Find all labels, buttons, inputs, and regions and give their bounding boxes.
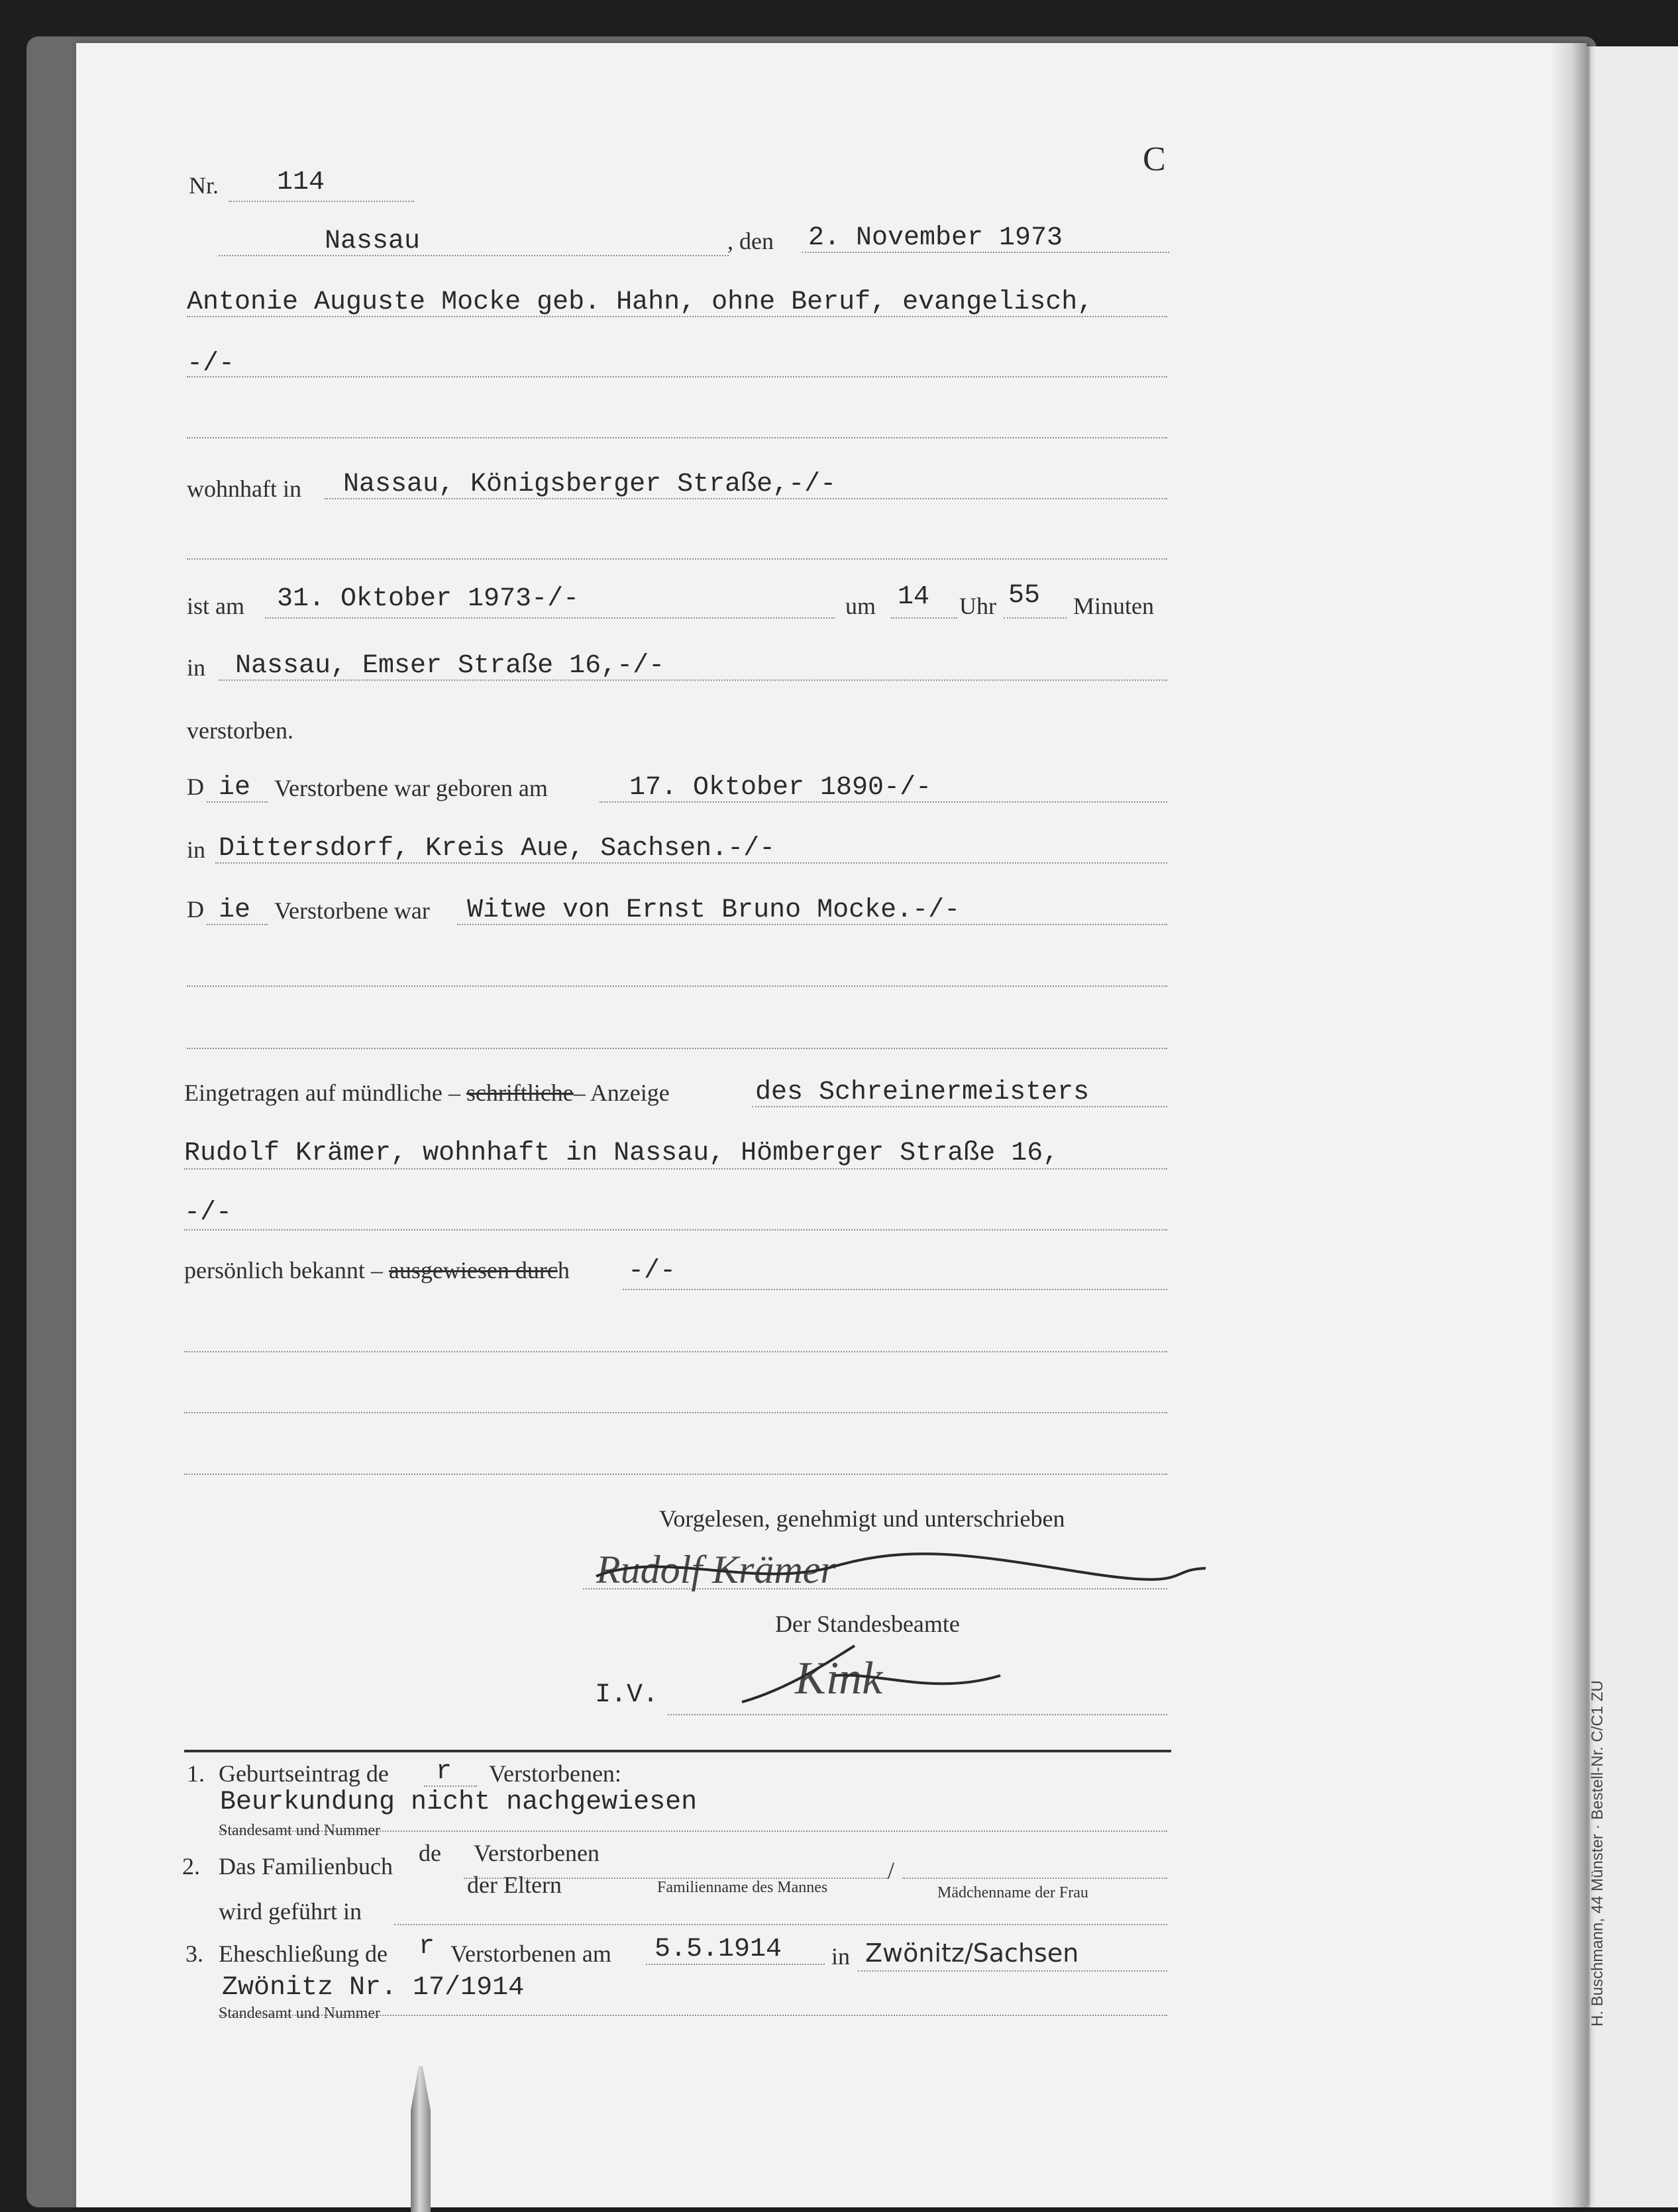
page-gutter [1550, 43, 1587, 2207]
birth-d-label: D [187, 774, 204, 800]
place-value: Nassau [325, 226, 421, 256]
fn2-slash: / [888, 1857, 895, 1884]
person-line2-rule [187, 376, 1167, 377]
blank-line-7 [184, 1474, 1167, 1475]
fn2-wird: wird geführt in [219, 1898, 362, 1925]
fn3-in-label: in [831, 1943, 851, 1970]
birth-place: Dittersdorf, Kreis Aue, Sachsen.-/- [219, 834, 776, 864]
blank-line-2 [187, 558, 1167, 560]
report-line2: Rudolf Krämer, wohnhaft in Nassau, Hömberger Straße 16, [184, 1138, 1059, 1168]
residence-line [325, 498, 1167, 499]
birth-date-line [600, 801, 1167, 803]
blank-line-5 [184, 1351, 1167, 1352]
nr-line [229, 201, 414, 202]
um-label: um [845, 593, 876, 619]
fn3-value: Zwönitz Nr. 17/1914 [222, 1973, 525, 2003]
iv-label: I.V. [595, 1680, 659, 1710]
fn1-num: 1. [187, 1760, 205, 1787]
minute-line [1004, 617, 1067, 619]
fn3-date: 5.5.1914 [655, 1935, 782, 1964]
verstorben-label: verstorben. [187, 717, 293, 744]
informant-signature: Rudolf Krämer [596, 1548, 836, 1591]
blank-line-6 [184, 1412, 1167, 1413]
section-divider [184, 1750, 1171, 1752]
identity-line [623, 1289, 1167, 1290]
marital-d-fill: ie [219, 895, 251, 925]
fn3-label: Eheschließung de [219, 1940, 388, 1967]
birth-in-label: in [187, 836, 206, 863]
marital-line [457, 924, 1167, 925]
fn2-der-eltern: der Eltern [467, 1872, 562, 1898]
birth-d-line [207, 801, 268, 803]
fn1-fill-line [424, 1785, 477, 1787]
fn3-label2: Verstorbenen am [450, 1940, 611, 1967]
fn2-frau-line [902, 1878, 1167, 1879]
person-line1: Antonie Auguste Mocke geb. Hahn, ohne Beruf, evangelisch, [187, 287, 1094, 317]
fn1-label: Geburtseintrag de [219, 1760, 389, 1787]
signature-line-2 [668, 1714, 1167, 1715]
fn3-fill: r [419, 1932, 435, 1962]
place-line [219, 255, 729, 256]
blank-line-4 [187, 1048, 1167, 1049]
date-value: 2. November 1973 [808, 223, 1063, 253]
blank-line-3 [187, 985, 1167, 987]
death-hour: 14 [898, 582, 930, 612]
registrar-signature: Kink [795, 1653, 883, 1704]
residence-label: wohnhaft in [187, 476, 301, 502]
nr-value: 114 [277, 168, 325, 197]
marital-d-line [207, 924, 268, 925]
report-line3-rule [184, 1229, 1167, 1231]
nr-label: Nr. [189, 172, 219, 199]
person-line1-rule [187, 316, 1167, 317]
fn2-verstorbenen: Verstorbenen [474, 1840, 600, 1866]
read-approved-text: Vorgelesen, genehmigt und unterschrieben [659, 1505, 1065, 1532]
marital-value: Witwe von Ernst Bruno Mocke.-/- [467, 895, 961, 925]
signature-flourish-2 [735, 1636, 1014, 1715]
hour-line [891, 617, 957, 619]
marital-label: Verstorbene war [274, 897, 430, 924]
report-line3: -/- [184, 1198, 233, 1228]
fn2-label: Das Familienbuch [219, 1853, 393, 1880]
fn1-label2: Verstorbenen: [489, 1760, 621, 1787]
minuten-label: Minuten [1073, 593, 1154, 619]
fn3-date-line [646, 1964, 825, 1965]
report-line1: des Schreinermeisters [755, 1078, 1090, 1107]
blank-line-1 [187, 437, 1167, 438]
fn2-de: de [419, 1840, 441, 1866]
identity-value: -/- [628, 1256, 676, 1286]
birth-label: Verstorbene war geboren am [274, 775, 548, 801]
date-line [802, 252, 1169, 253]
fn2-num: 2. [182, 1853, 200, 1880]
report-label: Eingetragen auf mündliche – schriftliche– Anzeige [184, 1080, 670, 1106]
fn1-sub: Standesamt und Nummer [219, 1822, 380, 1839]
uhr-label: Uhr [959, 593, 996, 619]
den-label: , den [727, 228, 774, 254]
birth-date: 17. Oktober 1890-/- [629, 773, 932, 803]
death-date: 31. Oktober 1973-/- [277, 584, 580, 614]
death-in-label: in [187, 654, 206, 681]
register-page [76, 43, 1587, 2207]
fn1-fill: r [436, 1757, 452, 1787]
birth-place-line [215, 862, 1167, 864]
death-date-line [265, 617, 835, 619]
fn1-value: Beurkundung nicht nachgewiesen [220, 1787, 698, 1817]
fn3-place: Zwönitz/Sachsen [865, 1938, 1079, 1968]
marital-d-label: D [187, 896, 204, 923]
signature-flourish-1 [583, 1530, 1219, 1596]
form-letter: C [1143, 140, 1166, 178]
ist-am-label: ist am [187, 593, 244, 619]
death-minute: 55 [1008, 581, 1041, 611]
fn3-place-line [858, 1970, 1167, 1972]
fn3-num: 3. [185, 1940, 203, 1967]
residence-value: Nassau, Königsberger Straße,-/- [343, 470, 837, 499]
report-line1-rule [752, 1106, 1167, 1107]
registrar-label: Der Standesbeamte [775, 1611, 960, 1637]
printer-note: H. Buschmann, 44 Münster · Bestell-Nr. C/C1 ZU [1589, 1680, 1606, 2027]
fn2-mann-label: Familienname des Mannes [657, 1879, 828, 1896]
report-line2-rule [184, 1168, 1167, 1170]
birth-d-fill: ie [219, 773, 251, 803]
fn2-wird-line [394, 1924, 1167, 1925]
fn3-sub: Standesamt und Nummer [219, 2005, 380, 2022]
death-place-line [219, 679, 1167, 681]
identity-label: persönlich bekannt – ausgewiesen durch [184, 1257, 570, 1283]
fn2-frau-label: Mädchenname der Frau [937, 1884, 1088, 1901]
death-place: Nassau, Emser Straße 16,-/- [235, 651, 665, 681]
person-line2: -/- [187, 349, 235, 379]
